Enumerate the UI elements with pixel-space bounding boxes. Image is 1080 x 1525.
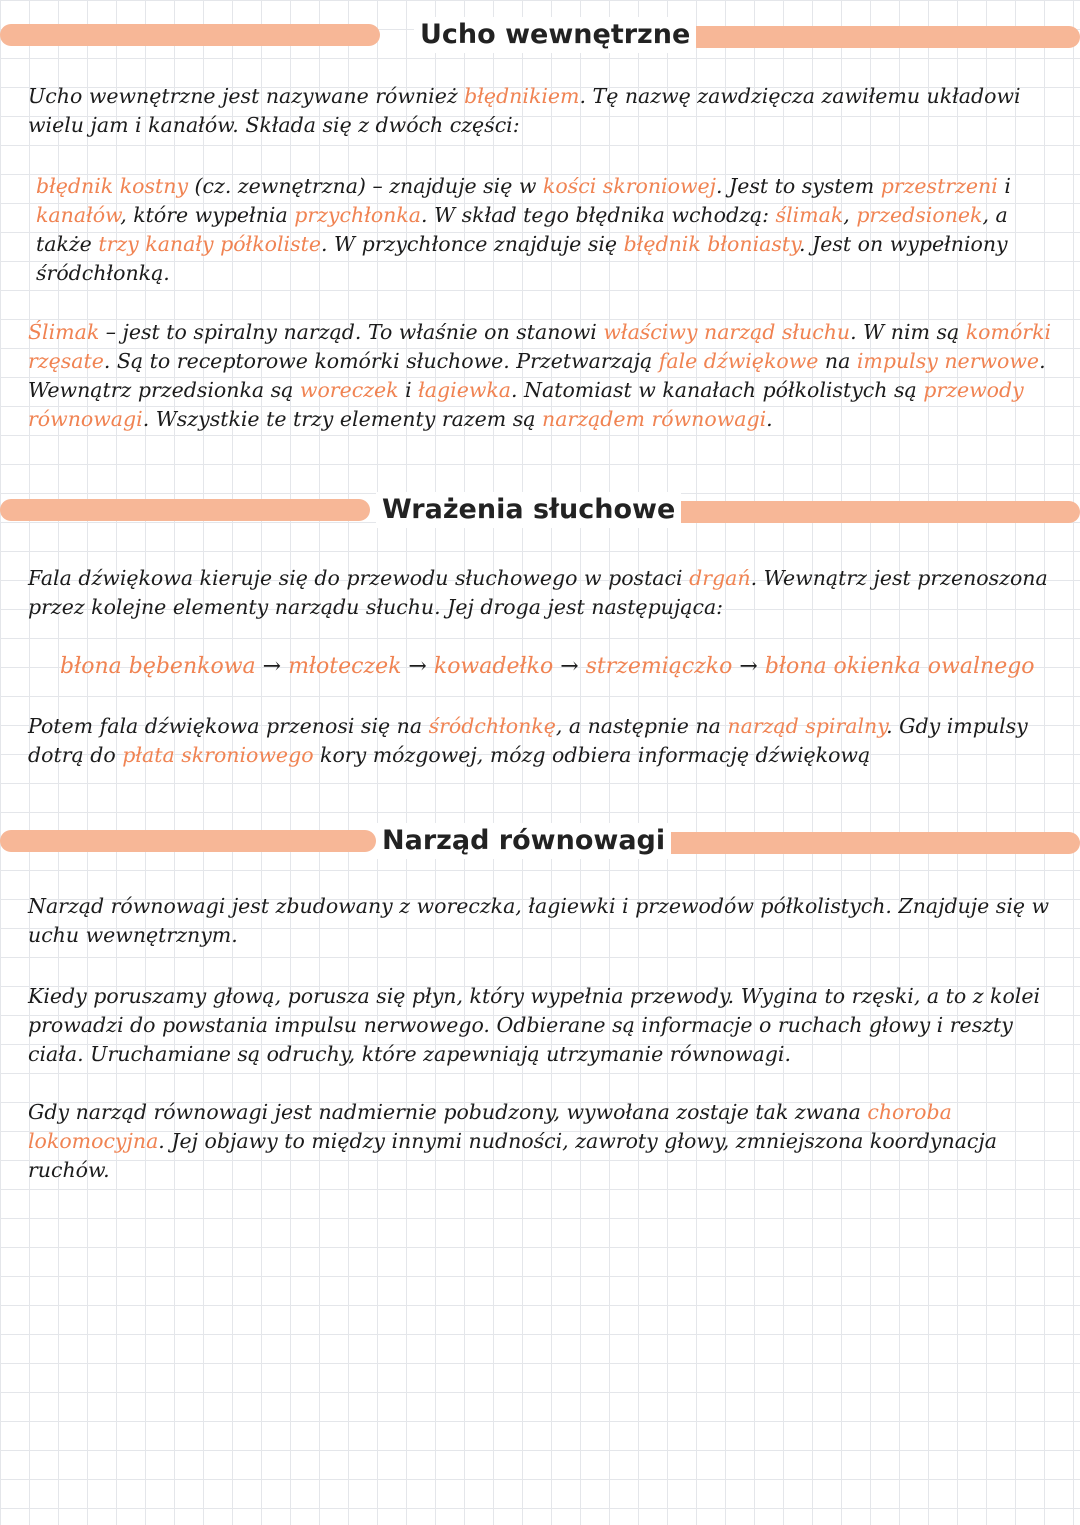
- highlighted-term: narząd spiralny: [727, 714, 887, 738]
- text-segment: Gdy narząd równowagi jest nadmiernie pobudzony, wywołana zostaje tak zwana: [28, 1100, 868, 1124]
- highlighted-term: kowadełko: [433, 654, 554, 679]
- text-segment: i: [997, 174, 1011, 198]
- text-segment: na: [818, 349, 857, 373]
- title-band-left: [0, 499, 370, 521]
- text-segment: (cz. zewnętrzna) – znajduje się w: [188, 174, 543, 198]
- highlighted-term: trzy kanały półkoliste: [98, 232, 321, 256]
- highlighted-term: woreczek: [299, 378, 399, 402]
- text-segment: – jest to spiralny narząd. To właśnie on stanowi: [99, 320, 604, 344]
- highlighted-term: błędnik błoniasty: [623, 232, 799, 256]
- text-segment: →: [401, 654, 434, 679]
- section-title-balance-organ: Narząd równowagi: [376, 823, 671, 859]
- highlighted-term: narządem równowagi: [542, 407, 767, 431]
- highlighted-term: przychłonka: [294, 203, 422, 227]
- highlighted-term: przestrzeni: [880, 174, 998, 198]
- text-segment: , a następnie na: [555, 714, 728, 738]
- text-segment: Potem fala dźwiękowa przenosi się na: [28, 714, 429, 738]
- highlighted-term: komórki rzęsate: [28, 320, 1052, 373]
- text-segment: kory mózgowej, mózg odbiera informację dźwiękową: [313, 743, 871, 767]
- title-band-left: [0, 24, 380, 46]
- highlighted-term: drgań: [689, 566, 751, 590]
- text-segment: Kiedy poruszamy głową, porusza się płyn, który wypełnia przewody. Wygina to rzęski, a to z kolei prowadzi do powstania impulsu nerwowego. Odbierane są informacje o ruchach głowy i reszty ciała. Uruchamiane są odruchy, które zapewniają utrzymanie równowagi.: [28, 984, 1041, 1066]
- text-segment: →: [255, 654, 289, 679]
- text-segment: . W przychłonce znajduje się: [320, 232, 624, 256]
- paragraph: [28, 564, 1058, 622]
- text-segment: →: [732, 654, 765, 679]
- highlighted-term: błona bębenkowa: [60, 654, 256, 679]
- paragraph: [28, 982, 1058, 1069]
- text-segment: . Jej objawy to między innymi nudności, zawroty głowy, zmniejszona koordynacja ruchów.: [28, 1129, 997, 1182]
- text-segment: . Wewnątrz jest przenoszona przez kolejne elementy narządu słuchu. Jej droga jest następująca:: [28, 566, 1048, 619]
- text-segment: .: [766, 407, 773, 431]
- paragraph: [28, 318, 1058, 434]
- highlighted-term: błędnikiem: [464, 84, 580, 108]
- highlighted-term: Ślimak: [28, 320, 100, 344]
- highlighted-term: ślimak: [775, 203, 844, 227]
- text-segment: i: [398, 378, 419, 402]
- highlighted-term: impulsy nerwowe: [856, 349, 1040, 373]
- highlighted-term: kanałów: [36, 203, 121, 227]
- highlighted-term: błędnik kostny: [36, 174, 189, 198]
- paragraph: [28, 82, 1058, 140]
- text-segment: Fala dźwiękowa kieruje się do przewodu słuchowego w postaci: [28, 566, 690, 590]
- text-segment: Ucho wewnętrzne jest nazywane również: [28, 84, 465, 108]
- text-segment: . Jest on wypełniony śródchłonką.: [36, 232, 1008, 285]
- highlighted-term: kości skroniowej: [542, 174, 716, 198]
- title-band-right: [636, 501, 1080, 523]
- highlighted-term: łagiewka: [418, 378, 512, 402]
- section-title-auditory-sensations: Wrażenia słuchowe: [376, 492, 681, 528]
- highlighted-term: właściwy narząd słuchu: [603, 320, 851, 344]
- text-segment: . Natomiast w kanałach półkolistych są: [511, 378, 924, 402]
- text-segment: . Wszystkie te trzy elementy razem są: [142, 407, 542, 431]
- highlighted-term: przewody równowagi: [28, 378, 1024, 431]
- paragraph: [28, 712, 1058, 770]
- title-band-left: [0, 830, 376, 852]
- highlighted-term: strzemiączko: [585, 654, 733, 679]
- paragraph: [60, 652, 1080, 681]
- highlighted-term: płata skroniowego: [122, 743, 314, 767]
- text-segment: . W skład tego błędnika wchodzą:: [421, 203, 776, 227]
- title-band-right: [636, 832, 1080, 854]
- title-band-right: [668, 26, 1080, 48]
- text-segment: . Gdy impulsy dotrą do: [28, 714, 1028, 767]
- highlighted-term: śródchłonkę: [428, 714, 556, 738]
- highlighted-term: choroba lokomocyjna: [28, 1100, 952, 1153]
- highlighted-term: przedsionek: [856, 203, 983, 227]
- text-segment: , które wypełnia: [120, 203, 295, 227]
- paragraph: [28, 892, 1058, 950]
- text-segment: . Są to receptorowe komórki słuchowe. Przetwarzają: [103, 349, 659, 373]
- highlighted-term: młoteczek: [288, 654, 402, 679]
- highlighted-term: błona okienka owalnego: [764, 654, 1035, 679]
- text-segment: . Wewnątrz przedsionka są: [28, 349, 1046, 402]
- highlighted-term: fale dźwiękowe: [658, 349, 819, 373]
- text-segment: Narząd równowagi jest zbudowany z woreczka, łagiewki i przewodów półkolistych. Znajduje się w uchu wewnętrznym.: [28, 894, 1050, 947]
- text-segment: →: [553, 654, 586, 679]
- text-segment: . Jest to system: [715, 174, 881, 198]
- section-title-inner-ear: Ucho wewnętrzne: [414, 17, 696, 53]
- text-segment: . Tę nazwę zawdzięcza zawiłemu układowi wielu jam i kanałów. Składa się z dwóch części:: [28, 84, 1021, 137]
- paragraph: [36, 172, 1066, 288]
- text-segment: . W nim są: [850, 320, 966, 344]
- paragraph: [28, 1098, 1058, 1185]
- text-segment: , a także: [36, 203, 1008, 256]
- text-segment: ,: [843, 203, 857, 227]
